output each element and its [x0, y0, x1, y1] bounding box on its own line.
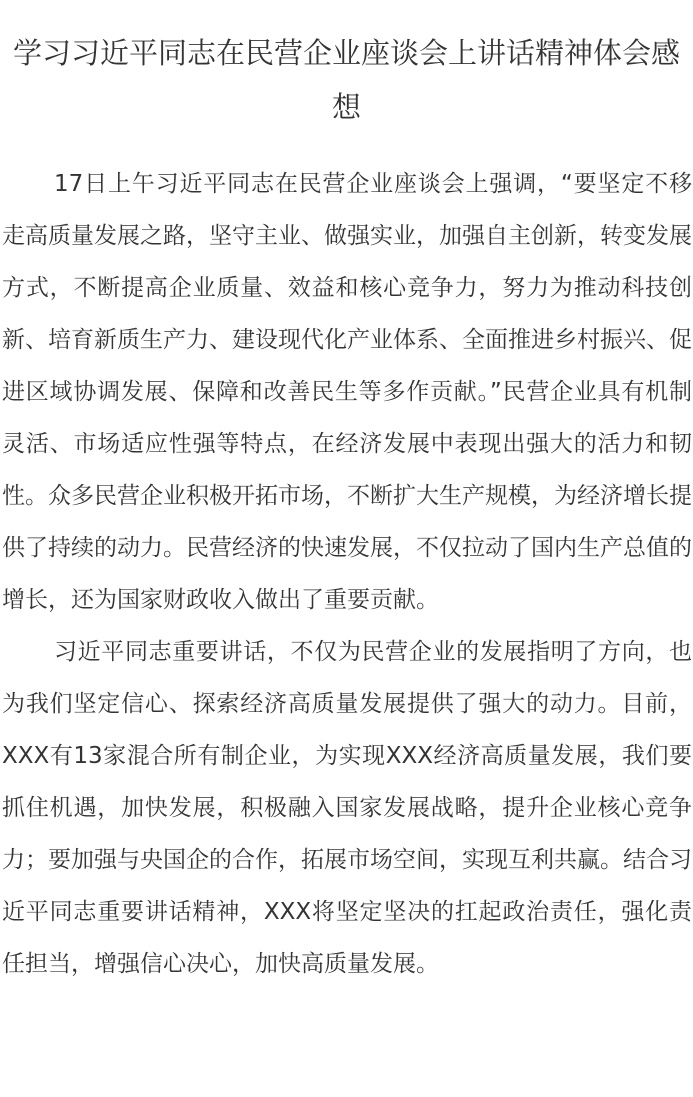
paragraph-2: 习近平同志重要讲话，不仅为民营企业的发展指明了方向，也为我们坚定信心、探索经济高质量发展提供了强大的动力。目前，XXX有13家混合所有制企业，为实现XXX经济高质量发展，我们要抓住机遇，加快发展，积极融入国家发展战略，提升企业核心竞争力；要加强与央国企的合作，拓展市场空间，实现互利共赢。结合习近平同志重要讲话精神，XXX将坚定坚决的扛起政治责任，强化责任担当，增强信心决心，加快高质量发展。 — [2, 639, 692, 977]
paragraph-1: 17日上午习近平同志在民营企业座谈会上强调，“要坚定不移走高质量发展之路，坚守主业、做强实业，加强自主创新，转变发展方式，不断提高企业质量、效益和核心竞争力，努力为推动科技创新、培育新质生产力、建设现代化产业体系、全面推进乡村振兴、促进区域协调发展、保障和改善民生等多作贡献。”民营企业具有机制灵活、市场适应性强等特点，在经济发展中表现出强大的活力和韧性。众多民营企业积极开拓市场，不断扩大生产规模，为经济增长提供了持续的动力。民营经济的快速发展，不仅拉动了国内生产总值的增长，还为国家财政收入做出了重要贡献。 — [2, 171, 692, 613]
document-body — [2, 158, 692, 990]
document-title: 学习习近平同志在民营企业座谈会上讲话精神体会感想 — [12, 36, 680, 124]
